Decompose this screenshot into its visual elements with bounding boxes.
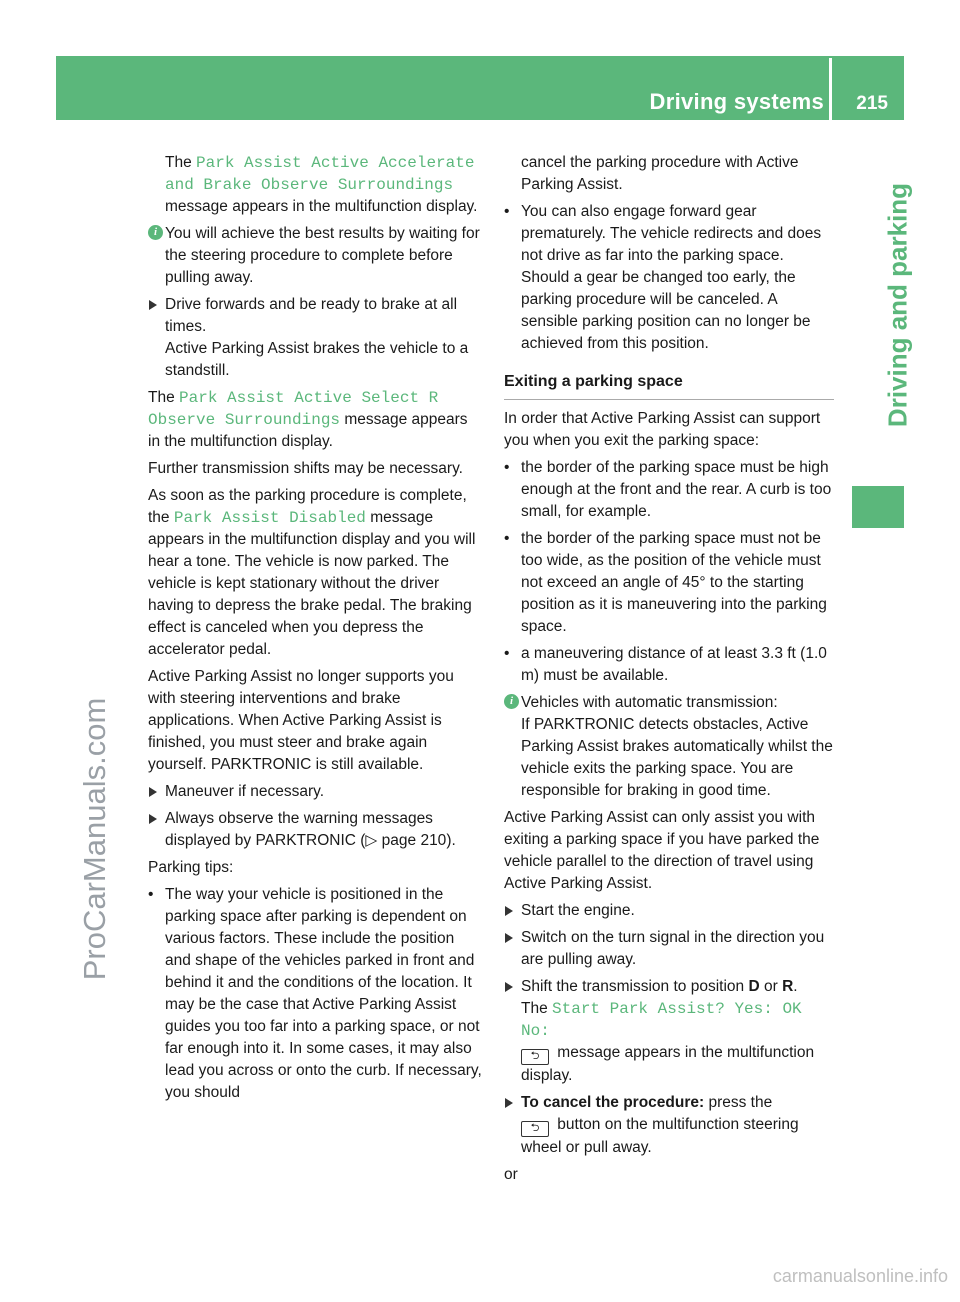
step-item bbox=[148, 294, 482, 382]
header-title: Driving systems bbox=[649, 89, 824, 114]
step-item bbox=[504, 900, 834, 922]
text: As soon as the parking procedure is complete, the bbox=[148, 487, 467, 526]
paragraph bbox=[148, 387, 482, 453]
right-column bbox=[504, 152, 834, 1191]
bullet-icon: • bbox=[504, 645, 510, 662]
bullet-text: The way your vehicle is positioned in the parking space after parking is dependent on various factors. These include the position and shape of the vehicles parked in front and behind it and the conditions of the location. It may be the case that Active Parking Assist guides you too far into a parking space, or not far enough into it. In some cases, it may also lead you across or onto the curb. If necessary, you should bbox=[165, 886, 482, 1101]
page-ref-arrow-icon: ▷ bbox=[365, 832, 382, 849]
info-icon: i bbox=[504, 694, 519, 709]
bullet-text: the border of the parking space must not be too wide, as the position of the vehicle must not exceed an angle of 45° to the starting position as it is maneuvering into the parking space. bbox=[521, 530, 827, 635]
step-text: Switch on the turn signal in the direction you are pulling away. bbox=[521, 929, 825, 968]
bullet-item bbox=[504, 643, 834, 687]
step-text: Always observe the warning messages displayed by PARKTRONIC ( bbox=[165, 810, 433, 849]
step-text: message appears in the multifunction display. bbox=[521, 1044, 815, 1084]
display-message: Start Park Assist? Yes: OK No: bbox=[521, 1000, 802, 1040]
left-column bbox=[148, 152, 482, 1109]
step-label: To cancel the procedure: bbox=[521, 1094, 705, 1111]
paragraph: Parking tips: bbox=[148, 859, 234, 876]
bullet-text: the border of the parking space must be high enough at the front and the rear. A curb is too small, for example. bbox=[521, 459, 832, 520]
info-text: Vehicles with automatic transmission: bbox=[521, 694, 778, 711]
page-header bbox=[56, 56, 904, 120]
step-text: ). bbox=[446, 832, 456, 849]
step-arrow-icon bbox=[149, 814, 157, 824]
step-text: button on the multifunction steering wheel or pull away. bbox=[521, 1116, 799, 1156]
back-button-icon: ⮌ bbox=[521, 1049, 549, 1065]
step-text: . bbox=[793, 978, 798, 995]
info-text: If PARKTRONIC detects obstacles, Active Parking Assist brakes automatically whilst the vehicle exits the parking space. You are responsible for braking in good time. bbox=[521, 716, 833, 799]
bullet-item bbox=[504, 457, 834, 523]
side-section-label: Driving and parking bbox=[882, 182, 913, 428]
watermark-bottom: carmanualsonline.info bbox=[772, 1266, 948, 1286]
page-reference-link[interactable]: page 210 bbox=[381, 832, 447, 849]
text: The bbox=[148, 389, 180, 406]
text: The bbox=[165, 154, 197, 171]
paragraph: Active Parking Assist can only assist you with exiting a parking space if you have parked the vehicle parallel to the direction of travel using Active Parking Assist. bbox=[504, 809, 820, 892]
step-text: Shift the transmission to position bbox=[521, 978, 749, 995]
paragraph: In order that Active Parking Assist can support you when you exit the parking space: bbox=[504, 410, 821, 449]
step-arrow-icon bbox=[505, 933, 513, 943]
bullet-icon: • bbox=[504, 203, 510, 220]
info-note bbox=[148, 223, 482, 289]
step-text: The bbox=[521, 1000, 553, 1017]
info-icon: i bbox=[148, 225, 163, 240]
paragraph: cancel the parking procedure with Active Parking Assist. bbox=[521, 154, 799, 193]
watermark-left-text: ProCarManuals.com bbox=[77, 697, 112, 981]
bullet-icon: • bbox=[148, 886, 154, 903]
back-button-icon: ⮌ bbox=[521, 1121, 549, 1137]
step-arrow-icon bbox=[149, 787, 157, 797]
display-message: Park Assist Active Select R Observe Surroundings bbox=[148, 389, 439, 429]
step-text: Start the engine. bbox=[521, 902, 635, 919]
gear-r: R bbox=[782, 978, 794, 995]
bullet-text: You can also engage forward gear prematurely. The vehicle redirects and does not drive as far into the parking space. Should a gear be changed too early, the parking procedure will be canceled. A sensible parking position can no longer be achieved from this position. bbox=[521, 203, 822, 352]
step-arrow-icon bbox=[505, 982, 513, 992]
paragraph bbox=[165, 152, 482, 218]
step-item bbox=[148, 781, 482, 803]
step-item bbox=[504, 927, 834, 971]
step-result: Active Parking Assist brakes the vehicle to a standstill. bbox=[165, 340, 469, 379]
paragraph bbox=[148, 485, 482, 661]
watermark-left bbox=[66, 494, 124, 1184]
step-text: press the bbox=[704, 1094, 773, 1111]
bullet-item bbox=[504, 528, 834, 638]
bullet-text: a maneuvering distance of at least 3.3 ft (1.0 m) must be available. bbox=[521, 645, 827, 684]
step-text: Maneuver if necessary. bbox=[165, 783, 325, 800]
step-arrow-icon bbox=[505, 906, 513, 916]
bullet-icon: • bbox=[504, 530, 510, 547]
paragraph: Further transmission shifts may be necessary. bbox=[148, 460, 463, 477]
display-message: Park Assist Disabled bbox=[173, 509, 366, 527]
step-text: Drive forwards and be ready to brake at all times. bbox=[165, 296, 458, 335]
bullet-item bbox=[148, 884, 482, 1104]
text: message appears in the multifunction display. bbox=[148, 411, 468, 450]
step-arrow-icon bbox=[505, 1098, 513, 1108]
display-message: Park Assist Active Accelerate and Brake Observe Surroundings bbox=[165, 154, 475, 194]
step-item bbox=[148, 808, 482, 852]
step-item bbox=[504, 1092, 834, 1159]
side-section-tab bbox=[883, 134, 913, 476]
paragraph: or bbox=[504, 1166, 518, 1183]
step-item bbox=[504, 976, 834, 1087]
step-arrow-icon bbox=[149, 300, 157, 310]
gear-d: D bbox=[748, 978, 760, 995]
bullet-icon: • bbox=[504, 459, 510, 476]
info-text: You will achieve the best results by waiting for the steering procedure to complete before pulling away. bbox=[165, 225, 480, 286]
text: message appears in the multifunction display and you will hear a tone. The vehicle is now parked. The vehicle is kept stationary without the driver having to depress the brake pedal. The braking effect is canceled when you depress the accelerator pedal. bbox=[148, 509, 476, 658]
step-text: or bbox=[759, 978, 783, 995]
paragraph: Active Parking Assist no longer supports you with steering interventions and brake applications. When Active Parking Assist is finished, you must steer and brake again yourself. PARKTRONIC is still available. bbox=[148, 668, 454, 773]
section-heading: Exiting a parking space bbox=[504, 371, 834, 400]
bullet-item bbox=[504, 201, 834, 355]
page-number: 215 bbox=[856, 93, 888, 114]
header-divider bbox=[829, 58, 832, 120]
side-tab-marker bbox=[852, 486, 904, 528]
info-note bbox=[504, 692, 834, 802]
text: message appears in the multifunction display. bbox=[165, 198, 478, 215]
